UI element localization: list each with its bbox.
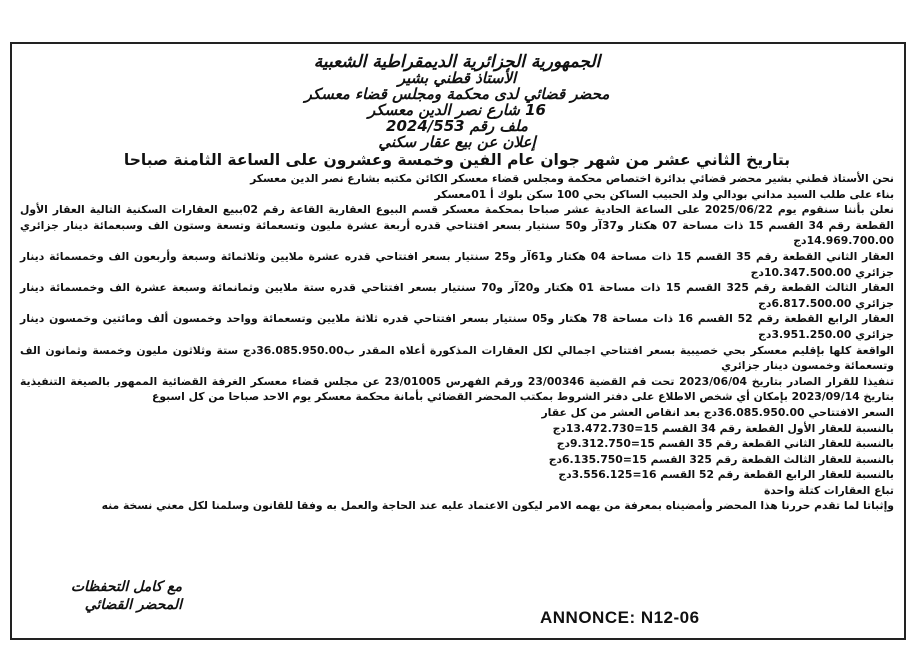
signature-block <box>32 578 182 614</box>
body-paragraph: نعلن بأننا سنقوم يوم 2025/06/22 على الساعة الحادية عشر صباحا بمحكمة معسكر قسم البيوع العقارية القاعة رقم 02ببيع العقارات السكنية التالية العقار الأول القطعة رقم 34 القسم 15 ذات مساحة 07 هكتار و37آر و50 سنتيار بسعر افتتاحي قدره أربعة عشرة مليون وتسعمائة وتسعة وستون الف وسبعمائة دينار جزائري 14.969.700.00دج <box>20 203 895 248</box>
bailiff-name: الأستاذ قطني بشير <box>397 69 517 87</box>
body-paragraph: بالنسبة للعقار الثاني القطعة رقم 35 القسم 15=9.312.750دج <box>556 437 894 451</box>
signature-reservations: مع كامل التحفظات <box>70 579 182 595</box>
announcement-reference: ANNONCE: N12-06 <box>540 608 700 627</box>
body-paragraph: العقار الرابع القطعة رقم 52 القسم 16 ذات مساحة 78 هكتار و05 سنتيار بسعر افتتاحي قدره ثلاثة ملايين وتسعمائة وواحد وخمسون ألف ومائتين وخمسون دينار جزائري 3.951.250.00دج <box>20 312 895 341</box>
body-paragraph: بناء على طلب السيد مداني بودالي ولد الحبيب الساكن بحي 100 سكن بلوك أ 01معسكر <box>434 187 894 201</box>
signature-title: المحضر القضائي <box>84 597 182 613</box>
body-paragraph: نحن الأستاذ قطني بشير محضر قضائي بدائرة اختصاص محكمة ومجلس قضاء معسكر الكائن مكتبه بشارع نصر الدين معسكر <box>250 172 894 185</box>
body-paragraph: السعر الافتتاحي 36.085.950.00دج بعد انقاص العشر من كل عقار <box>541 405 894 419</box>
auction-date-headline: بتاريخ الثاني عشر من شهر جوان عام الفين وخمسة وعشرون على الساعة الثامنة صباحا <box>123 151 791 169</box>
body-paragraph: وإثباتا لما تقدم حررنا هذا المحضر وأمضيناه بمعرفة من يهمه الامر ليكون الاعتماد عليه عند الحاجة والعمل به وفقا للقانون وسلمنا لكل معني نسخة منه <box>101 499 894 513</box>
bailiff-title: محضر قضائي لدى محكمة ومجلس قضاء معسكر <box>304 85 610 103</box>
body-paragraph: بالنسبة للعقار الرابع القطعة رقم 52 القسم 16=3.556.125دج <box>558 468 894 482</box>
notice-body <box>20 171 894 514</box>
body-paragraph: العقار الثاني القطعة رقم 35 القسم 15 ذات مساحة 04 هكتار و61آر و25 سنتيار بسعر افتتاحي قدره عشرة ملايين وثلاثمائة وسبعة وأربعون الف وخمسمائة دينار جزائري 10.347.500.00دج <box>20 249 894 279</box>
notice-title: إعلان عن بيع عقار سكني <box>378 133 536 151</box>
office-address: 16 شارع نصر الدين معسكر <box>368 101 546 119</box>
body-paragraph: تنفيذا للقرار الصادر بتاريخ 2023/06/04 تحت قم القضية 23/00346 ورقم الفهرس 23/01005 عن مجلس قضاء معسكر الغرفة القضائية الممهور بالصيغة التنفيذية بتاريخ 2023/09/14 بإمكان أي شخص الاطلاع على دفتر الشروط بمكتب المحضر القضائي بأمانة محكمة معسكر يوم الاحد صباحا من كل اسبوع <box>20 374 894 404</box>
body-paragraph: تباع العقارات كتلة واحدة <box>763 483 894 497</box>
notice-document <box>20 54 894 514</box>
file-number: ملف رقم 2024/553 <box>386 117 528 135</box>
republic-heading: الجمهورية الجزائرية الديمقراطية الشعبية <box>313 52 601 72</box>
body-paragraph: الواقعة كلها بإقليم معسكر بحي خصيبية بسعر افتتاحي اجمالي لكل العقارات المذكورة أعلاه المقدر ب36.085.950.00دج ستة وثلاثون مليون وخمسة وثمانون الف وتسعمائة وخمسون دينار جزائري <box>20 343 894 373</box>
body-paragraph: بالنسبة للعقار الأول القطعة رقم 34 القسم 15=13.472.730دج <box>552 421 894 435</box>
body-paragraph: بالنسبة للعقار الثالث القطعة رقم 325 القسم 15=6.135.750دج <box>548 452 894 466</box>
body-paragraph: العقار الثالث القطعة رقم 325 القسم 15 ذات مساحة 01 هكتار و20آر و70 سنتيار بسعر افتتاحي قدره ستة ملايين وثمانمائة وسبعة عشرة الف وخمسمائة دينار جزائري 6.817.500.00دج <box>20 281 894 310</box>
